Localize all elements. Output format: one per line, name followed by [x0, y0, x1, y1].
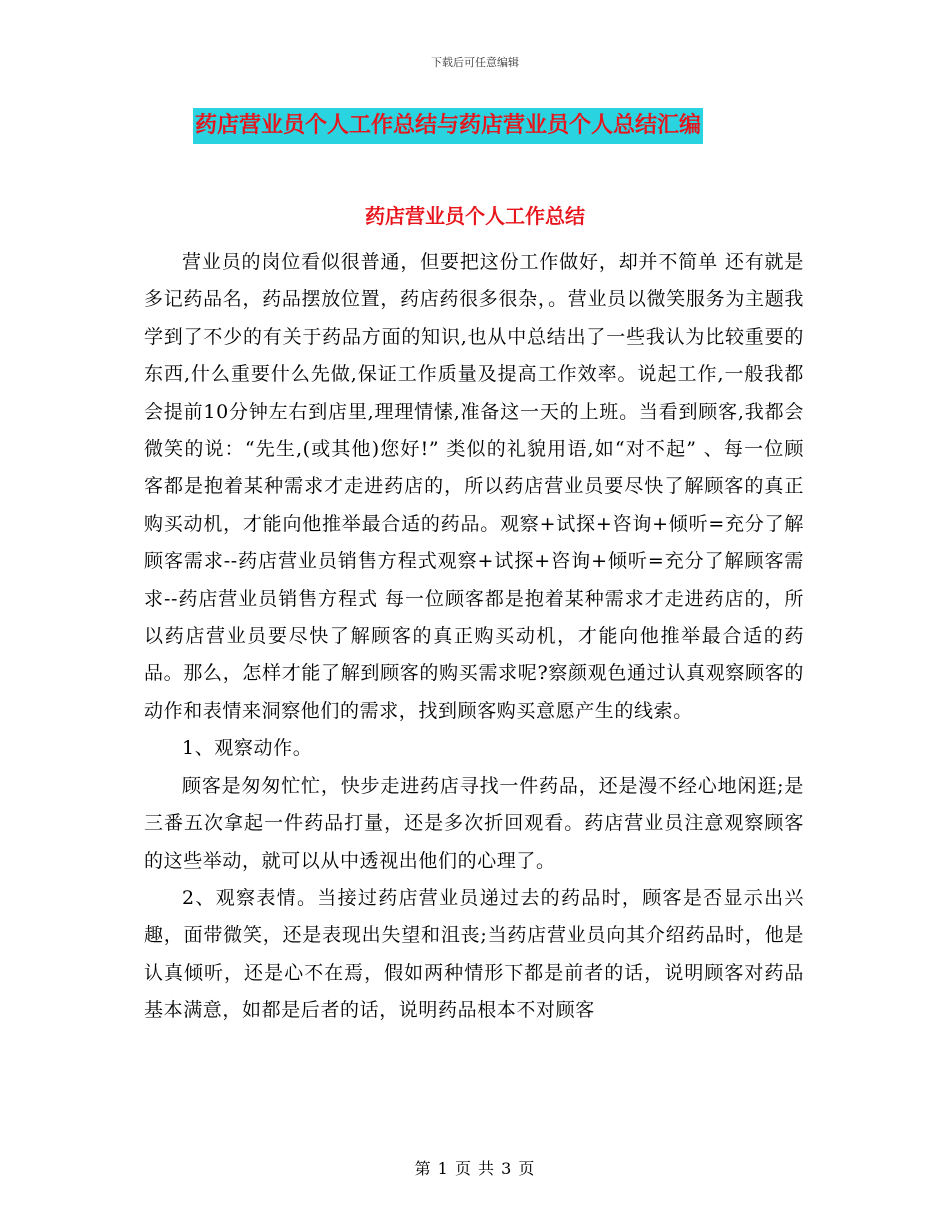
- document-body: [144, 244, 804, 1030]
- section-title: 药店营业员个人工作总结: [365, 204, 585, 228]
- paragraph: 2、观察表情。当接过药店营业员递过去的药品时，顾客是否显示出兴趣，面带微笑，还是表现出失望和沮丧;当药店营业员向其介绍药品时，他是认真倾听，还是心不在焉，假如两种情形下都是前者的话，说明顾客对药品基本满意，如都是后者的话，说明药品根本不对顾客: [144, 886, 804, 1022]
- paragraph: 顾客是匆匆忙忙，快步走进药店寻找一件药品，还是漫不经心地闲逛;是三番五次拿起一件药品打量，还是多次折回观看。药店营业员注意观察顾客的这些举动，就可以从中透视出他们的心理了。: [144, 774, 804, 872]
- paragraph: 1、观察动作。: [182, 737, 313, 760]
- header-note: 下载后可任意编辑: [431, 56, 519, 69]
- paragraph: 营业员的岗位看似很普通，但要把这份工作做好，却并不简单 还有就是多记药品名，药品摆放位置，药店药很多很杂，。营业员以微笑服务为主题我学到了不少的有关于药品方面的知识,也从中总结出了一些我认为比较重要的东西,什么重要什么先做,保证工作质量及提高工作效率。说起工作,一般我都会提前10分钟左右到店里,理理情愫,准备这一天的上班。当看到顾客,我都会微笑的说：“先生,(或其他)您好!” 类似的礼貌用语,如“对不起” 、每一位顾客都是抱着某种需求才走进药店的，所以药店营业员要尽快了解顾客的真正购买动机，才能向他推举最合适的药品。观察+试探+咨询+倾听=充分了解顾客需求--药店营业员销售方程式观察+试探+咨询+倾听=充分了解顾客需求--药店营业员销售方程式 每一位顾客都是抱着某种需求才走进药店的，所以药店营业员要尽快了解顾客的真正购买动机，才能向他推举最合适的药品。那么，怎样才能了解到顾客的购买需求呢?察颜观色通过认真观察顾客的动作和表情来洞察他们的需求，找到顾客购买意愿产生的线索。: [144, 251, 804, 722]
- document-title: 药店营业员个人工作总结与药店营业员个人总结汇编: [193, 108, 703, 144]
- page-footer: 第 1 页 共 3 页: [414, 1159, 536, 1178]
